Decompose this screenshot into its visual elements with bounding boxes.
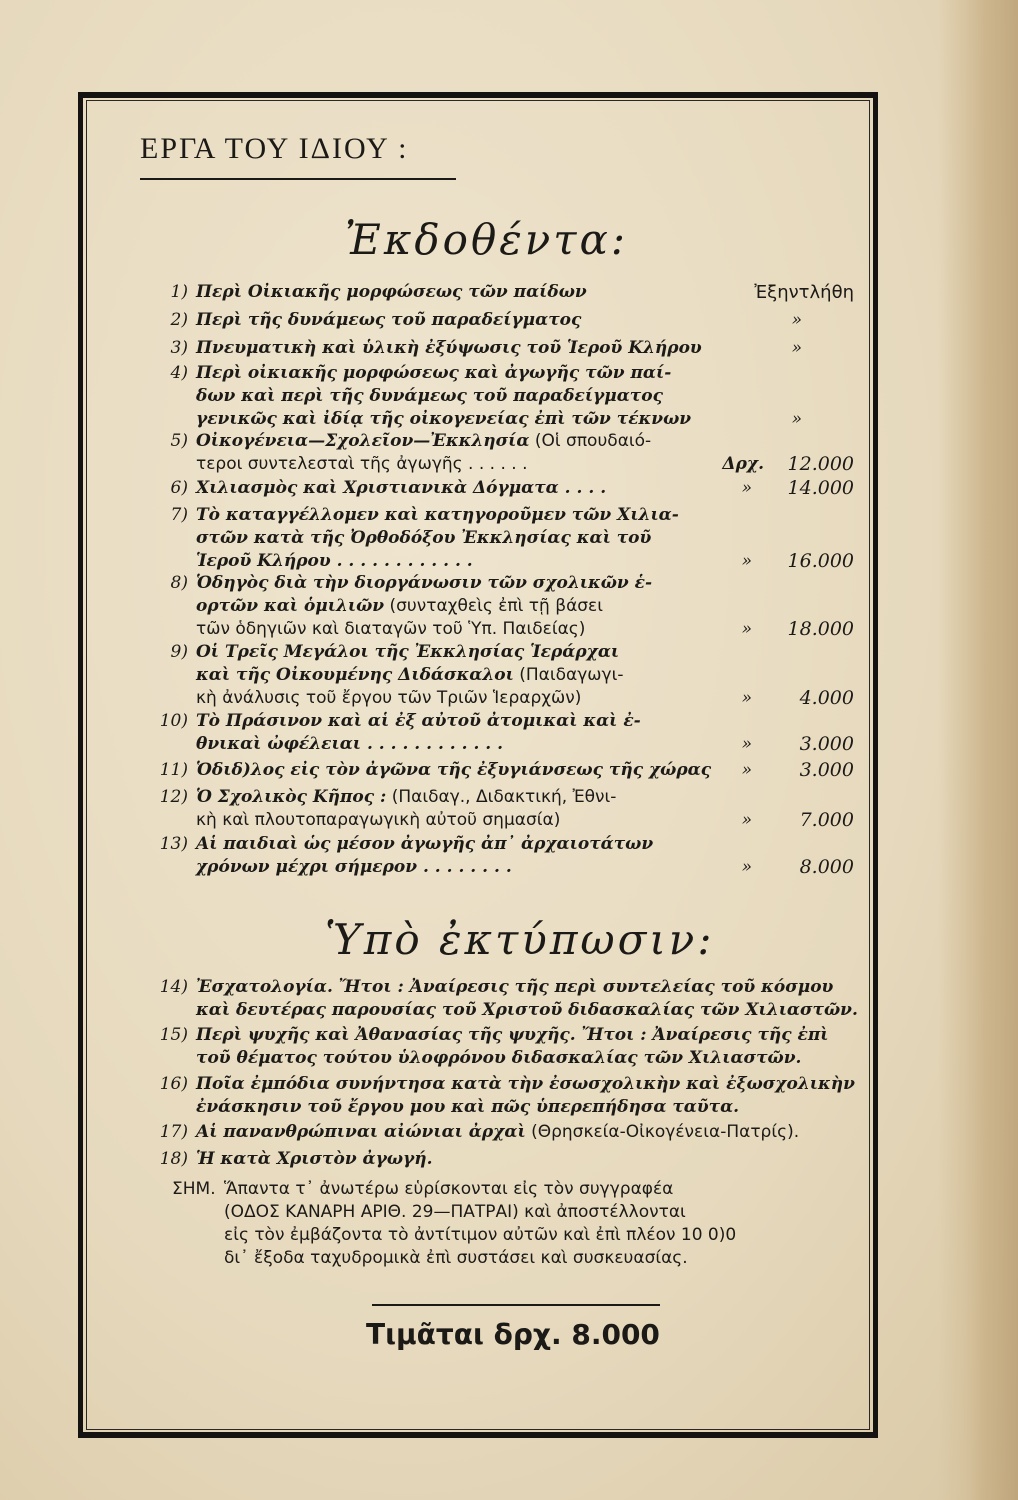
item-status: » (741, 551, 752, 571)
item-title: Αἱ πανανθρώπιναι αἰώνιαι ἀρχαὶ (196, 1122, 526, 1142)
item-status: » (741, 734, 752, 754)
list-item (150, 759, 862, 782)
book-price: Τιμᾶται δρχ. 8.000 (366, 1318, 660, 1351)
item-subtitle: (Οἱ σπουδαιό- (534, 431, 652, 451)
item-price: 3.000 (799, 733, 854, 755)
item-title-cont: γενικῶς καὶ ἰδίᾳ τῆς οἰκογενείας ἐπὶ τῶν τέκνων (196, 409, 692, 429)
item-status: » (791, 338, 802, 358)
note-block (172, 1178, 872, 1270)
item-status: » (741, 857, 752, 877)
item-subtitle: (Παιδαγ., Διδακτική, Ἐθνι- (391, 787, 617, 807)
forthcoming-heading: Ὑπὸ ἐκτύπωσιν: (325, 915, 715, 964)
item-subtitle: (συνταχθεὶς ἐπὶ τῇ βάσει (389, 596, 603, 616)
list-item (150, 281, 862, 304)
item-number: 14) (159, 977, 188, 997)
item-number: 10) (159, 711, 188, 731)
list-item (150, 362, 862, 431)
item-title: Ὁδιδ)λος εἰς τὸν ἀγῶνα τῆς ἐξυγιάνσεως τῆς χώρας (196, 760, 712, 780)
item-subtitle: (Παιδαγωγι- (519, 665, 624, 685)
item-subtitle: (Θρησκεία-Οἰκογένεια-Πατρίς). (531, 1122, 800, 1142)
item-title: Ἡ κατὰ Χριστὸν ἀγωγή. (196, 1149, 433, 1169)
item-title-cont: δων καὶ περὶ τῆς δυνάμεως τοῦ παραδείγματος (196, 386, 663, 406)
note-line: εἰς τὸν ἐμβάζοντα τὸ ἀντίτιμον αὐτῶν καὶ ἐπὶ πλέον 10 0)0 (224, 1225, 737, 1245)
item-title: Χιλιασμὸς καὶ Χριστιανικὰ Δόγματα . . . . (196, 478, 607, 498)
item-title-cont: χρόνων μέχρι σήμερον . . . . . . . . (196, 857, 512, 877)
list-item (150, 337, 862, 360)
list-item (150, 710, 862, 756)
item-status: » (741, 478, 752, 498)
item-title: Περὶ Οἰκιακῆς μορφώσεως τῶν παίδων (196, 282, 587, 302)
border-bar-top (78, 92, 878, 98)
item-number: 7) (170, 505, 188, 525)
item-status: » (791, 409, 802, 429)
item-status: » (741, 810, 752, 830)
note-line: δι᾽ ἔξοδα ταχυδρομικὰ ἐπὶ συστάσει καὶ συσκευασίας. (224, 1248, 688, 1268)
item-number: 18) (159, 1149, 188, 1169)
item-number: 8) (170, 573, 188, 593)
item-title: Τὸ καταγγέλλομεν καὶ κατηγοροῦμεν τῶν Χιλια- (196, 505, 679, 525)
item-status: » (791, 310, 802, 330)
item-price: 4.000 (799, 687, 854, 709)
list-item (150, 572, 862, 641)
item-number: 5) (170, 431, 188, 451)
item-price: 3.000 (799, 759, 854, 781)
item-number: 11) (159, 760, 188, 780)
note-label: ΣΗΜ. (172, 1179, 216, 1199)
item-subtitle-cont: τῶν ὁδηγιῶν καὶ διαταγῶν τοῦ Ὑπ. Παιδείας) (196, 619, 586, 639)
list-item (150, 1024, 862, 1070)
item-title: Ἐσχατολογία. Ἤτοι : Ἀναίρεσις τῆς περὶ συντελείας τοῦ κόσμου (196, 977, 834, 997)
item-title-cont: στῶν κατὰ τῆς Ὀρθοδόξου Ἐκκλησίας καὶ τοῦ (196, 528, 652, 548)
item-title-cont: καὶ τῆς Οἰκουμένης Διδάσκαλοι (196, 665, 514, 685)
item-title-cont: Ἱεροῦ Κλήρου . . . . . . . . . . . . (196, 551, 473, 571)
item-price: 14.000 (787, 477, 854, 499)
item-title-cont: καὶ δευτέρας παρουσίας τοῦ Χριστοῦ διδασκαλίας τῶν Χιλιαστῶν. (196, 1000, 858, 1020)
border-bar-left (78, 92, 83, 1438)
item-subtitle-cont: κὴ ἀνάλυσις τοῦ ἔργου τῶν Τριῶν Ἱεραρχῶν) (196, 688, 582, 708)
list-item (150, 1148, 862, 1171)
item-number: 13) (159, 834, 188, 854)
item-title: Πνευματικὴ καὶ ὑλικὴ ἐξύψωσις τοῦ Ἱεροῦ Κλήρου (196, 338, 702, 358)
item-number: 2) (170, 310, 188, 330)
item-price: 16.000 (787, 550, 854, 572)
item-number: 16) (159, 1074, 188, 1094)
border-bar-right (873, 92, 878, 1438)
list-item (150, 786, 862, 832)
list-item (150, 504, 862, 573)
item-status: » (741, 619, 752, 639)
note-line: (ΟΔΟΣ ΚΑΝΑΡΗ ΑΡΙΘ. 29—ΠΑΤΡΑΙ) καὶ ἀποστέλλονται (224, 1202, 686, 1222)
item-status: Ἐξηντλήθη (754, 282, 854, 303)
item-title: Αἱ παιδιαὶ ὡς μέσον ἀγωγῆς ἀπ᾽ ἀρχαιοτάτων (196, 834, 654, 854)
title-underline (140, 178, 456, 180)
item-title: Οἰκογένεια—Σχολεῖον—Ἐκκλησία (196, 431, 530, 451)
item-price: 7.000 (799, 809, 854, 831)
item-number: 15) (159, 1025, 188, 1045)
published-heading: Ἐκδοθέντα: (345, 215, 629, 264)
page-title: ΕΡΓΑ ΤΟΥ ΙΔΙΟΥ : (140, 132, 409, 165)
item-title: Περὶ τῆς δυνάμεως τοῦ παραδείγματος (196, 310, 582, 330)
item-title: Τὸ Πράσινον καὶ αἱ ἐξ αὐτοῦ ἀτομικαὶ καὶ ἐ- (196, 711, 641, 731)
item-number: 12) (159, 787, 188, 807)
price-divider (372, 1304, 660, 1306)
item-number: 4) (170, 363, 188, 383)
item-title: Περὶ ψυχῆς καὶ Ἀθανασίας τῆς ψυχῆς. Ἤτοι : Ἀναίρεσις τῆς ἐπὶ (196, 1025, 829, 1045)
item-price: 8.000 (799, 856, 854, 878)
item-title-cont: ἐνάσκησιν τοῦ ἔργου μου καὶ πῶς ὑπερεπήδησα ταῦτα. (196, 1097, 740, 1117)
item-number: 6) (170, 478, 188, 498)
item-status: » (741, 760, 752, 780)
list-item (150, 976, 862, 1022)
list-item (150, 477, 862, 500)
list-item (150, 1073, 862, 1119)
item-title-cont: ορτῶν καὶ ὁμιλιῶν (196, 596, 385, 616)
item-number: 1) (170, 282, 188, 302)
item-title-cont: θνικαὶ ὠφέλειαι . . . . . . . . . . . . (196, 734, 504, 754)
item-subtitle-cont: τεροι συντελεσταὶ τῆς ἀγωγῆς . . . . . . (196, 454, 528, 474)
item-price: 18.000 (787, 618, 854, 640)
item-number: 3) (170, 338, 188, 358)
currency-label: Δρχ. (722, 454, 764, 474)
item-title: Οἱ Τρεῖς Μεγάλοι τῆς Ἐκκλησίας Ἱεράρχαι (196, 642, 620, 662)
list-item (150, 430, 862, 476)
list-item (150, 1121, 862, 1144)
border-bar-bottom (78, 1432, 878, 1438)
item-status: » (741, 688, 752, 708)
item-number: 9) (170, 642, 188, 662)
item-title: Ποῖα ἐμπόδια συνήντησα κατὰ τὴν ἐσωσχολικὴν καὶ ἐξωσχολικὴν (196, 1074, 855, 1094)
item-price: 12.000 (787, 453, 854, 475)
item-title: Ὁδηγὸς διὰ τὴν διοργάνωσιν τῶν σχολικῶν ἑ- (196, 573, 653, 593)
item-number: 17) (159, 1122, 188, 1142)
note-line: Ἅπαντα τ᾽ ἀνωτέρω εὑρίσκονται εἰς τὸν συγγραφέα (224, 1179, 674, 1199)
item-title: Ὁ Σχολικὸς Κῆπος : (196, 787, 387, 807)
item-subtitle-cont: κὴ καὶ πλουτοπαραγωγικὴ αὐτοῦ σημασία) (196, 810, 561, 830)
list-item (150, 309, 862, 332)
item-title-cont: τοῦ θέματος τούτου ὑλοφρόνου διδασκαλίας τῶν Χιλιαστῶν. (196, 1048, 802, 1068)
torn-edge (938, 0, 1018, 1500)
list-item (150, 833, 862, 879)
list-item (150, 641, 862, 710)
item-title: Περὶ οἰκιακῆς μορφώσεως καὶ ἀγωγῆς τῶν παί- (196, 363, 672, 383)
